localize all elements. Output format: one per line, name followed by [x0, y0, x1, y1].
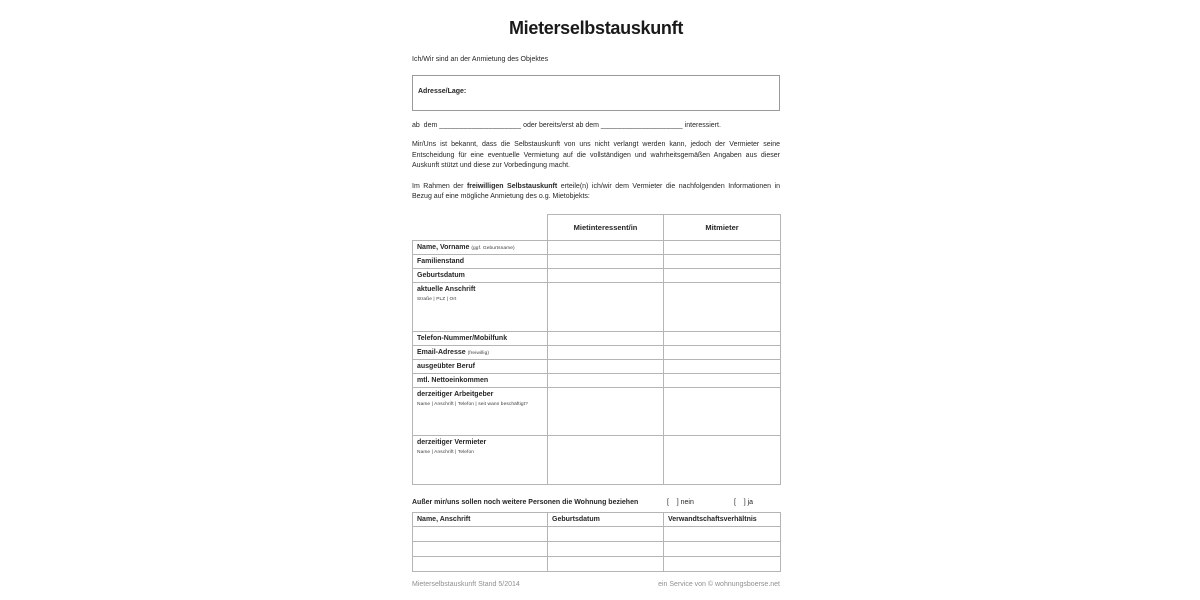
input-cell-mitmieter — [664, 435, 781, 484]
interest-part3: interessiert. — [682, 122, 721, 129]
self-disclosure-table — [412, 214, 781, 485]
checkbox-ja: [ ] ja — [734, 498, 754, 506]
col-header-verwandtschaft: Verwandtschaftsverhältnis — [664, 512, 781, 526]
interest-part1: ab dem — [412, 122, 440, 129]
input-cell — [548, 541, 664, 556]
input-cell — [548, 526, 664, 541]
row-label: Familienstand — [413, 254, 548, 268]
row-label: Name, Vorname — [417, 243, 470, 251]
row-sublabel: Name | Anschrift | Telefon | seit wann beschäftigt? — [417, 401, 528, 407]
consent-post: erteile(n) ich/wir dem Vermieter die nachfolgenden Informationen in Bezug auf eine mögliche Anmietung des o.g. Mietobjekts: — [412, 182, 781, 200]
paragraph-consent — [412, 182, 780, 203]
table-row-vermieter — [413, 435, 781, 484]
input-cell — [664, 541, 781, 556]
row-label: aktuelle Anschrift — [417, 285, 476, 293]
col-header-mitmieter: Mitmieter — [664, 214, 781, 240]
row-label: ausgeübter Beruf — [413, 359, 548, 373]
input-cell — [664, 556, 781, 571]
consent-pre: Im Rahmen der — [412, 182, 467, 190]
table-row-familienstand — [413, 254, 781, 268]
table-row-geburtsdatum — [413, 268, 781, 282]
input-cell-mietinteressent — [548, 331, 664, 345]
address-box — [412, 75, 780, 111]
address-box-label: Adresse/Lage: — [418, 88, 467, 95]
input-cell-mitmieter — [664, 345, 781, 359]
table2-empty-row — [413, 541, 781, 556]
input-cell-mietinteressent — [548, 254, 664, 268]
input-cell-mietinteressent — [548, 387, 664, 435]
input-cell-mitmieter — [664, 282, 781, 331]
table-header-row — [413, 214, 781, 240]
input-cell-mietinteressent — [548, 373, 664, 387]
interest-blank-2: ____________________ — [600, 122, 683, 129]
additional-persons-line — [412, 498, 780, 508]
row-label: derzeitiger Arbeitgeber — [417, 390, 494, 398]
interest-line — [412, 121, 780, 130]
interest-part2: oder bereits/erst ab dem — [521, 122, 601, 129]
corner-cell — [413, 214, 548, 240]
table-row-telefon — [413, 331, 781, 345]
input-cell-mietinteressent — [548, 359, 664, 373]
input-cell-mietinteressent — [548, 345, 664, 359]
input-cell — [664, 526, 781, 541]
paragraph-disclaimer: Mir/Uns ist bekannt, dass die Selbstauskunft von uns nicht verlangt werden kann, jedoch der Vermieter seine Entscheidung für eine eventuelle Vermietung auf die vollständigen und wahrheitsgemäßen Angaben aus dieser Auskunft stützt und diese zur Vorbedingung macht. — [412, 141, 780, 169]
footer-service: ein Service von © wohnungsboerse.net — [658, 580, 780, 588]
input-cell-mietinteressent — [548, 240, 664, 254]
document-page — [412, 0, 780, 588]
row-label: Email-Adresse — [417, 348, 466, 356]
interest-blank-1: ____________________ — [439, 122, 522, 129]
input-cell-mitmieter — [664, 268, 781, 282]
input-cell — [413, 541, 548, 556]
input-cell — [413, 556, 548, 571]
input-cell-mietinteressent — [548, 282, 664, 331]
table-row-email — [413, 345, 781, 359]
table2-header-row — [413, 512, 781, 526]
input-cell-mitmieter — [664, 331, 781, 345]
row-label: Telefon-Nummer/Mobilfunk — [413, 331, 548, 345]
row-sublabel: (ggf. Geburtsname) — [471, 245, 515, 251]
table-row-beruf — [413, 359, 781, 373]
input-cell-mitmieter — [664, 387, 781, 435]
row-label: Geburtsdatum — [413, 268, 548, 282]
footer-version: Mieterselbstauskunft Stand 5/2014 — [412, 580, 520, 588]
input-cell — [548, 556, 664, 571]
page-footer — [412, 581, 780, 588]
page-title: Mieterselbstauskunft — [508, 18, 684, 38]
additional-persons-sentence: Außer mir/uns sollen noch weitere Personen die Wohnung beziehen — [412, 498, 639, 506]
row-sublabel: Straße | PLZ | Ort — [417, 296, 457, 302]
row-label: derzeitiger Vermieter — [417, 438, 487, 446]
table-row-arbeitgeber — [413, 387, 781, 435]
input-cell — [413, 526, 548, 541]
table2-empty-row — [413, 556, 781, 571]
col-header-geburtsdatum: Geburtsdatum — [548, 512, 664, 526]
table2-empty-row — [413, 526, 781, 541]
table-row-name — [413, 240, 781, 254]
table-row-anschrift — [413, 282, 781, 331]
row-sublabel: (freiwillig) — [467, 350, 490, 356]
checkbox-nein: [ ] nein — [667, 498, 694, 506]
input-cell-mitmieter — [664, 254, 781, 268]
consent-bold: freiwilligen Selbstauskunft — [466, 182, 558, 190]
input-cell-mitmieter — [664, 373, 781, 387]
input-cell-mitmieter — [664, 359, 781, 373]
table-row-nettoeinkommen — [413, 373, 781, 387]
intro-line: Ich/Wir sind an der Anmietung des Objektes — [412, 56, 549, 63]
input-cell-mietinteressent — [548, 268, 664, 282]
col-header-mietinteressent: Mietinteressent/in — [548, 214, 664, 240]
additional-persons-table — [412, 512, 781, 572]
row-sublabel: Name | Anschrift | Telefon — [417, 449, 474, 455]
row-label: mtl. Nettoeinkommen — [413, 373, 548, 387]
col-header-name-anschrift: Name, Anschrift — [413, 512, 548, 526]
input-cell-mietinteressent — [548, 435, 664, 484]
input-cell-mitmieter — [664, 240, 781, 254]
